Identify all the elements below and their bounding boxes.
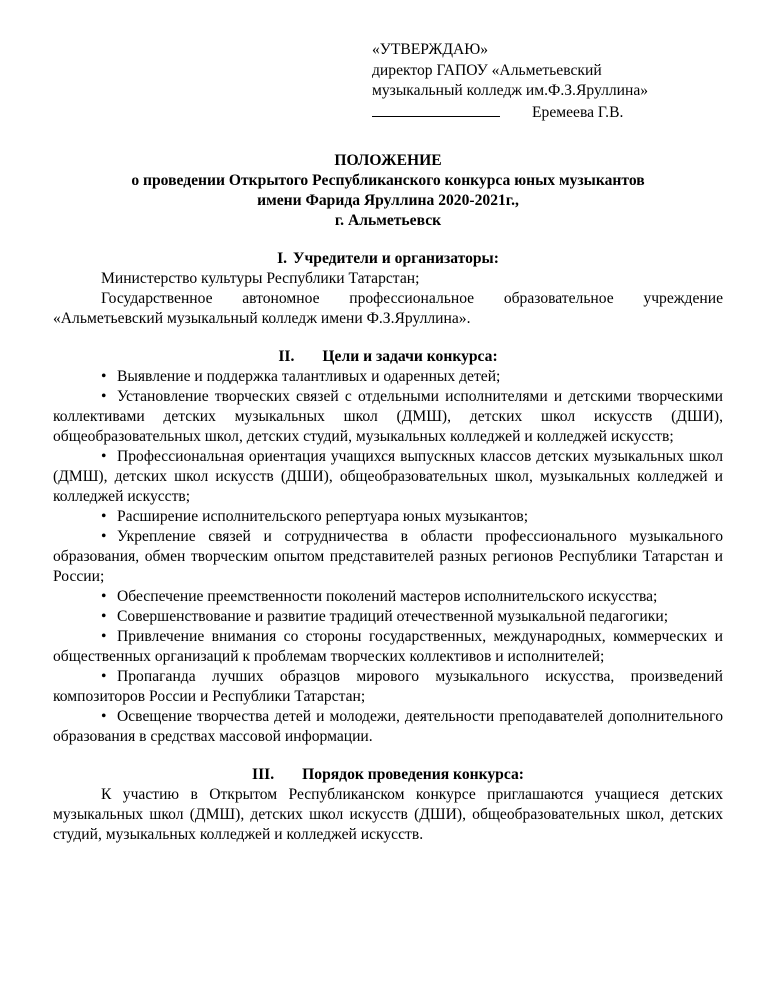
approval-line-3: музыкальный колледж им.Ф.З.Яруллина» — [372, 82, 649, 99]
document-title — [53, 151, 723, 231]
goal-text: Привлечение внимания со стороны государственных, международных, коммерческих и общественных организаций к проблемам творческих коллективов и исполнителей; — [53, 628, 723, 665]
document-page — [53, 40, 723, 845]
goal-item — [53, 447, 723, 507]
goal-item — [53, 367, 723, 387]
bullet-icon: • — [101, 628, 107, 645]
section-1-title: Учредители и организаторы: — [293, 250, 499, 267]
approval-signer: Еремеева Г.В. — [532, 103, 624, 121]
section-1-number: I. — [277, 250, 288, 267]
signature-line — [372, 102, 500, 117]
goals-list — [53, 367, 723, 747]
title-line-1: ПОЛОЖЕНИЕ — [334, 152, 442, 169]
goal-item — [53, 607, 723, 627]
bullet-icon: • — [101, 528, 107, 545]
goal-item — [53, 527, 723, 587]
title-line-4: г. Альметьевск — [334, 212, 442, 229]
goal-item — [53, 507, 723, 527]
bullet-icon: • — [101, 388, 107, 405]
approval-line-2: директор ГАПОУ «Альметьевский — [372, 61, 602, 79]
goal-text: Расширение исполнительского репертуара юных музыкантов; — [117, 508, 529, 525]
approval-line-1: «УТВЕРЖДАЮ» — [372, 41, 489, 58]
section-1-paragraph-2: Государственное автономное профессиональное образовательное учреждение «Альметьевский музыкальный колледж имени Ф.З.Яруллина». — [53, 290, 723, 327]
goal-item — [53, 667, 723, 707]
goal-item — [53, 627, 723, 667]
goal-text: Укрепление связей и сотрудничества в области профессионального музыкального образования, обмен творческим опытом представителей разных регионов Республики Татарстан и России; — [53, 528, 723, 585]
section-1-heading — [53, 249, 723, 269]
title-line-2: о проведении Открытого Республиканского конкурса юных музыкантов — [131, 172, 645, 189]
goal-item — [53, 707, 723, 747]
section-2-title: Цели и задачи конкурса: — [322, 348, 498, 365]
title-line-3: имени Фарида Яруллина 2020-2021г., — [257, 192, 519, 209]
bullet-icon: • — [101, 448, 107, 465]
goal-text: Установление творческих связей с отдельными исполнителями и детскими творческими коллективами детских музыкальных школ (ДМШ), детских школ искусств (ДШИ), общеобразовательных школ, детских студий, музыкальных колледжей и колледжей искусств; — [53, 388, 723, 445]
approval-block — [372, 40, 723, 123]
goal-text: Освещение творчества детей и молодежи, деятельности преподавателей дополнительного образования в средствах массовой информации. — [53, 708, 723, 745]
section-3-number: III. — [252, 766, 275, 783]
section-3-title: Порядок проведения конкурса: — [302, 766, 524, 783]
section-2-heading — [53, 347, 723, 367]
goal-text: Пропаганда лучших образцов мирового музыкального искусства, произведений композиторов России и Республики Татарстан; — [53, 668, 723, 705]
bullet-icon: • — [101, 508, 107, 525]
bullet-icon: • — [101, 668, 107, 685]
section-1-paragraph-1: Министерство культуры Республики Татарстан; — [101, 270, 420, 287]
goal-text: Обеспечение преемственности поколений мастеров исполнительского искусства; — [117, 588, 658, 605]
goal-item — [53, 387, 723, 447]
bullet-icon: • — [101, 368, 107, 385]
goal-text: Профессиональная ориентация учащихся выпускных классов детских музыкальных школ (ДМШ), детских школ искусств (ДШИ), общеобразовательных школ, музыкальных колледжей и колледжей искусств; — [53, 448, 723, 505]
section-2-number: II. — [278, 348, 295, 365]
approval-signature-row — [372, 102, 723, 124]
bullet-icon: • — [101, 708, 107, 725]
bullet-icon: • — [101, 608, 107, 625]
section-3-heading — [53, 765, 723, 785]
goal-text: Совершенствование и развитие традиций отечественной музыкальной педагогики; — [117, 608, 669, 625]
section-3-paragraph-1: К участию в Открытом Республиканском конкурсе приглашаются учащиеся детских музыкальных школ (ДМШ), детских школ искусств (ДШИ), общеобразовательных школ, детских студий, музыкальных колледжей и колледжей искусств. — [53, 786, 723, 843]
goal-text: Выявление и поддержка талантливых и одаренных детей; — [117, 368, 501, 385]
bullet-icon: • — [101, 588, 107, 605]
goal-item — [53, 587, 723, 607]
